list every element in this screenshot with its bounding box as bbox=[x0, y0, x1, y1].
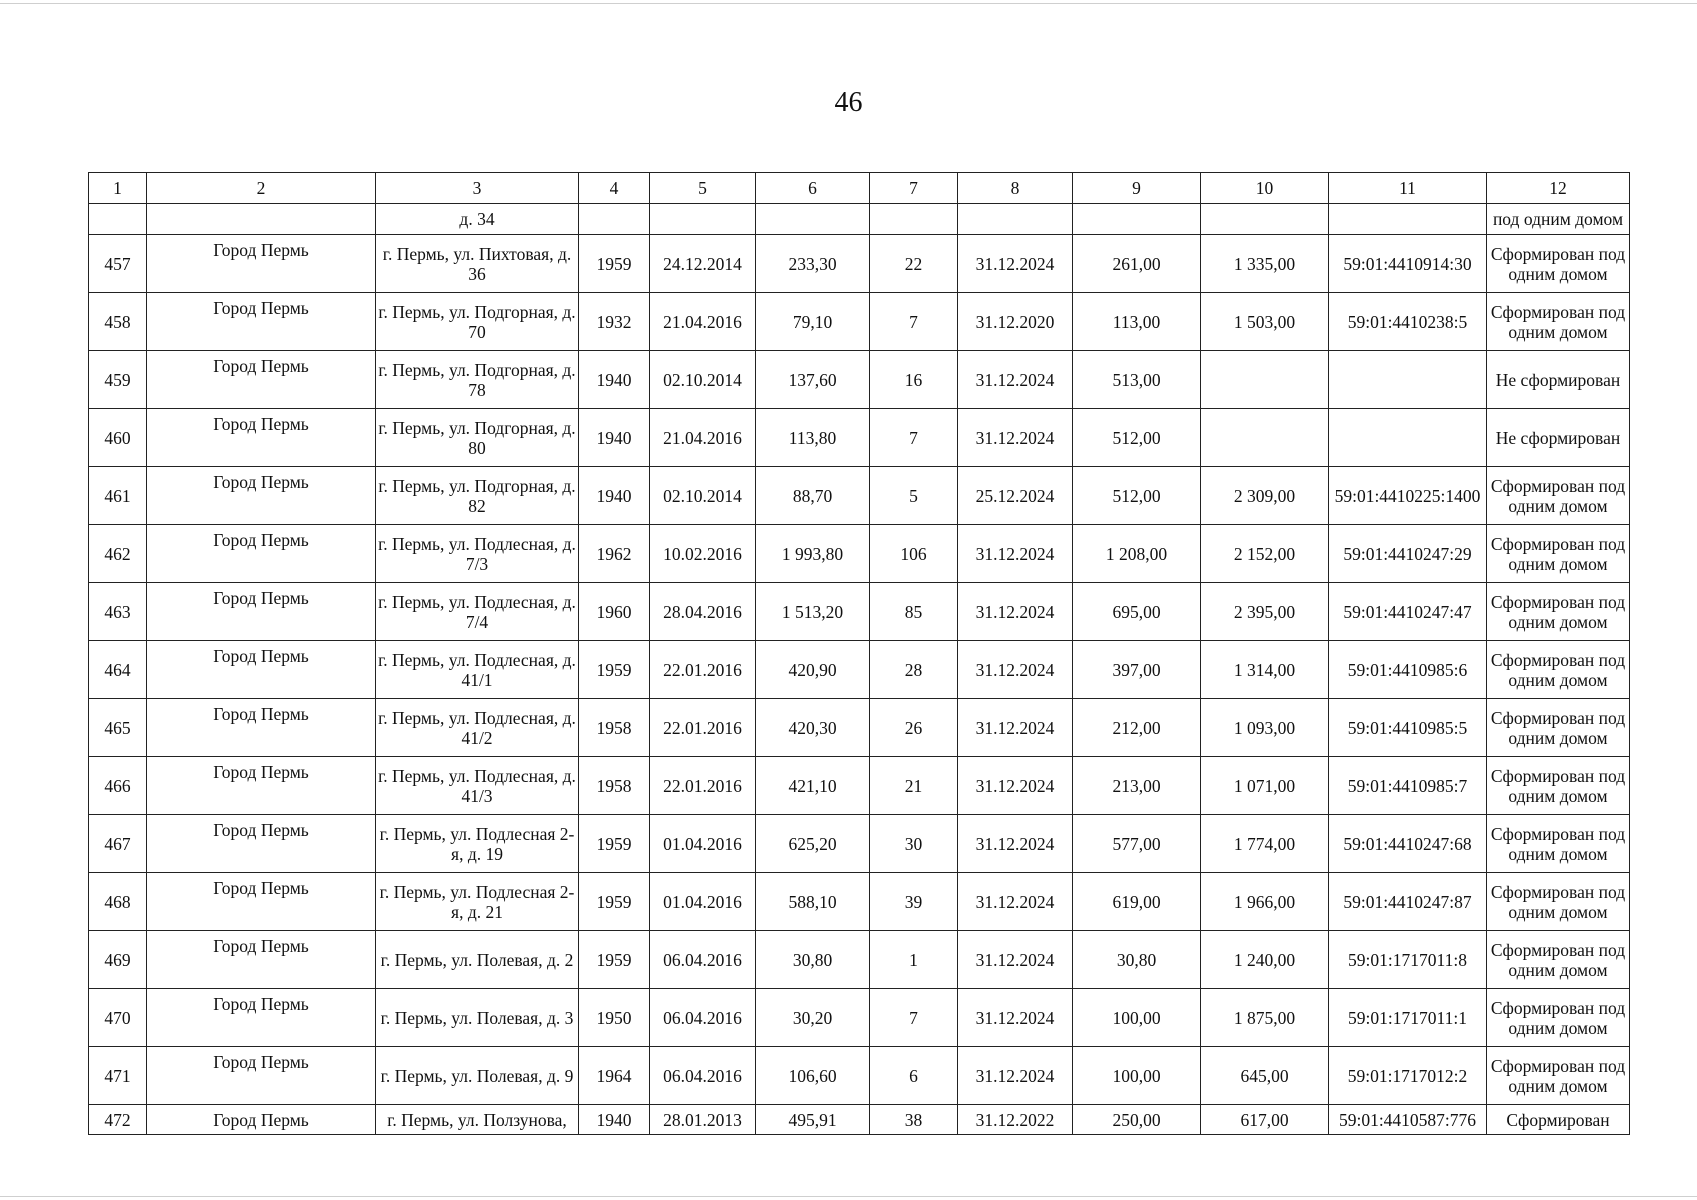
col-value-9-cell: 397,00 bbox=[1073, 641, 1201, 699]
col-date-cell: 06.04.2016 bbox=[650, 989, 756, 1047]
col-area-cell: 106,60 bbox=[756, 1047, 870, 1105]
col-value-9-cell: 619,00 bbox=[1073, 873, 1201, 931]
col-value-9-cell: 212,00 bbox=[1073, 699, 1201, 757]
col-area-cell: 495,91 bbox=[756, 1105, 870, 1135]
col-number-cell: 458 bbox=[89, 293, 147, 351]
col-year-cell: 1959 bbox=[579, 641, 650, 699]
col-year-cell: 1959 bbox=[579, 235, 650, 293]
col-address-cell: г. Пермь, ул. Подгорная, д. 78 bbox=[376, 351, 579, 409]
col-municipality-cell: Город Пермь bbox=[147, 525, 376, 583]
col-value-9-cell: 30,80 bbox=[1073, 931, 1201, 989]
continuation-row bbox=[89, 204, 1630, 235]
col-residents-cell: 26 bbox=[870, 699, 958, 757]
col-area-cell: 233,30 bbox=[756, 235, 870, 293]
col-date-cell: 02.10.2014 bbox=[650, 467, 756, 525]
table-row bbox=[89, 757, 1630, 815]
col-value-10-cell bbox=[1201, 204, 1329, 235]
col-municipality-cell bbox=[147, 204, 376, 235]
col-municipality-cell: Город Пермь bbox=[147, 409, 376, 467]
col-value-10-cell: 2 309,00 bbox=[1201, 467, 1329, 525]
col-status-cell: Сформирован под одним домом bbox=[1487, 467, 1630, 525]
col-address-cell: г. Пермь, ул. Полевая, д. 9 bbox=[376, 1047, 579, 1105]
col-deadline-cell: 31.12.2022 bbox=[958, 1105, 1073, 1135]
col-address-cell: г. Пермь, ул. Подгорная, д. 80 bbox=[376, 409, 579, 467]
col-cadastral-number-cell: 59:01:4410985:5 bbox=[1329, 699, 1487, 757]
col-date-cell: 21.04.2016 bbox=[650, 293, 756, 351]
col-number-cell: 463 bbox=[89, 583, 147, 641]
col-area-cell bbox=[756, 204, 870, 235]
header-row bbox=[89, 173, 1630, 204]
col-municipality-cell: Город Пермь bbox=[147, 293, 376, 351]
col-area-cell: 113,80 bbox=[756, 409, 870, 467]
col-area-cell: 1 993,80 bbox=[756, 525, 870, 583]
col-status-cell: Не сформирован bbox=[1487, 351, 1630, 409]
col-value-9-cell: 261,00 bbox=[1073, 235, 1201, 293]
col-value-9-cell bbox=[1073, 204, 1201, 235]
col-area-cell: 588,10 bbox=[756, 873, 870, 931]
col-date-cell: 02.10.2014 bbox=[650, 351, 756, 409]
col-year-cell: 1964 bbox=[579, 1047, 650, 1105]
col-area-cell: 420,30 bbox=[756, 699, 870, 757]
col-cadastral-number-cell: 59:01:4410914:30 bbox=[1329, 235, 1487, 293]
col-residents-cell: 30 bbox=[870, 815, 958, 873]
page-number: 46 bbox=[834, 87, 863, 118]
col-residents-cell: 7 bbox=[870, 293, 958, 351]
col-area-cell: 30,20 bbox=[756, 989, 870, 1047]
col-deadline-cell: 31.12.2024 bbox=[958, 873, 1073, 931]
col-address-cell: 3 bbox=[376, 173, 579, 204]
col-municipality-cell: Город Пермь bbox=[147, 1105, 376, 1135]
col-status-cell: Сформирован под одним домом bbox=[1487, 931, 1630, 989]
col-municipality-cell: Город Пермь bbox=[147, 351, 376, 409]
col-municipality-cell: Город Пермь bbox=[147, 641, 376, 699]
col-status-cell: Сформирован под одним домом bbox=[1487, 525, 1630, 583]
col-number-cell: 459 bbox=[89, 351, 147, 409]
table-row bbox=[89, 409, 1630, 467]
col-year-cell: 1959 bbox=[579, 931, 650, 989]
col-value-9-cell: 577,00 bbox=[1073, 815, 1201, 873]
col-year-cell: 1940 bbox=[579, 1105, 650, 1135]
col-value-10-cell: 1 503,00 bbox=[1201, 293, 1329, 351]
col-value-10-cell: 2 152,00 bbox=[1201, 525, 1329, 583]
table-row bbox=[89, 467, 1630, 525]
col-value-10-cell: 1 966,00 bbox=[1201, 873, 1329, 931]
col-municipality-cell: Город Пермь bbox=[147, 931, 376, 989]
col-number-cell: 471 bbox=[89, 1047, 147, 1105]
col-residents-cell bbox=[870, 204, 958, 235]
col-status-cell: Сформирован под одним домом bbox=[1487, 235, 1630, 293]
col-date-cell: 22.01.2016 bbox=[650, 699, 756, 757]
table-row bbox=[89, 989, 1630, 1047]
col-year-cell: 1940 bbox=[579, 351, 650, 409]
col-status-cell: Сформирован под одним домом bbox=[1487, 815, 1630, 873]
col-date-cell bbox=[650, 204, 756, 235]
col-area-cell: 421,10 bbox=[756, 757, 870, 815]
col-municipality-cell: 2 bbox=[147, 173, 376, 204]
col-number-cell: 460 bbox=[89, 409, 147, 467]
col-address-cell: д. 34 bbox=[376, 204, 579, 235]
col-number-cell: 462 bbox=[89, 525, 147, 583]
col-value-9-cell: 512,00 bbox=[1073, 467, 1201, 525]
col-date-cell: 06.04.2016 bbox=[650, 931, 756, 989]
col-year-cell: 1959 bbox=[579, 815, 650, 873]
col-deadline-cell: 31.12.2024 bbox=[958, 525, 1073, 583]
col-cadastral-number-cell: 59:01:4410247:68 bbox=[1329, 815, 1487, 873]
col-date-cell: 28.04.2016 bbox=[650, 583, 756, 641]
col-date-cell: 22.01.2016 bbox=[650, 757, 756, 815]
col-address-cell: г. Пермь, ул. Подгорная, д. 82 bbox=[376, 467, 579, 525]
col-deadline-cell: 31.12.2024 bbox=[958, 757, 1073, 815]
table-row bbox=[89, 235, 1630, 293]
col-date-cell: 28.01.2013 bbox=[650, 1105, 756, 1135]
col-value-9-cell: 512,00 bbox=[1073, 409, 1201, 467]
col-date-cell: 24.12.2014 bbox=[650, 235, 756, 293]
scan-edge-bottom bbox=[0, 1196, 1697, 1197]
col-residents-cell: 7 bbox=[870, 409, 958, 467]
col-value-10-cell: 617,00 bbox=[1201, 1105, 1329, 1135]
col-value-9-cell: 213,00 bbox=[1073, 757, 1201, 815]
table-row bbox=[89, 931, 1630, 989]
col-address-cell: г. Пермь, ул. Подлесная, д. 41/1 bbox=[376, 641, 579, 699]
col-address-cell: г. Пермь, ул. Подлесная, д. 7/3 bbox=[376, 525, 579, 583]
col-status-cell: Сформирован под одним домом bbox=[1487, 583, 1630, 641]
col-cadastral-number-cell: 59:01:1717012:2 bbox=[1329, 1047, 1487, 1105]
col-municipality-cell: Город Пермь bbox=[147, 989, 376, 1047]
col-date-cell: 06.04.2016 bbox=[650, 1047, 756, 1105]
col-municipality-cell: Город Пермь bbox=[147, 873, 376, 931]
col-address-cell: г. Пермь, ул. Пихтовая, д. 36 bbox=[376, 235, 579, 293]
col-deadline-cell: 31.12.2024 bbox=[958, 815, 1073, 873]
col-status-cell: Сформирован под одним домом bbox=[1487, 757, 1630, 815]
col-cadastral-number-cell: 59:01:4410985:6 bbox=[1329, 641, 1487, 699]
col-residents-cell: 106 bbox=[870, 525, 958, 583]
col-area-cell: 79,10 bbox=[756, 293, 870, 351]
col-deadline-cell: 8 bbox=[958, 173, 1073, 204]
col-year-cell: 1962 bbox=[579, 525, 650, 583]
col-year-cell: 1940 bbox=[579, 467, 650, 525]
col-municipality-cell: Город Пермь bbox=[147, 815, 376, 873]
col-number-cell: 461 bbox=[89, 467, 147, 525]
col-number-cell: 472 bbox=[89, 1105, 147, 1135]
col-number-cell: 1 bbox=[89, 173, 147, 204]
col-value-9-cell: 100,00 bbox=[1073, 1047, 1201, 1105]
col-address-cell: г. Пермь, ул. Ползунова, bbox=[376, 1105, 579, 1135]
col-municipality-cell: Город Пермь bbox=[147, 757, 376, 815]
col-deadline-cell: 31.12.2020 bbox=[958, 293, 1073, 351]
col-cadastral-number-cell: 59:01:1717011:1 bbox=[1329, 989, 1487, 1047]
col-cadastral-number-cell bbox=[1329, 204, 1487, 235]
col-year-cell: 1959 bbox=[579, 873, 650, 931]
col-value-10-cell: 1 774,00 bbox=[1201, 815, 1329, 873]
col-status-cell: Сформирован под одним домом bbox=[1487, 873, 1630, 931]
table-row bbox=[89, 699, 1630, 757]
col-year-cell: 1958 bbox=[579, 757, 650, 815]
col-residents-cell: 38 bbox=[870, 1105, 958, 1135]
col-year-cell: 1940 bbox=[579, 409, 650, 467]
col-residents-cell: 85 bbox=[870, 583, 958, 641]
col-municipality-cell: Город Пермь bbox=[147, 467, 376, 525]
col-status-cell: Сформирован под одним домом bbox=[1487, 699, 1630, 757]
col-address-cell: г. Пермь, ул. Полевая, д. 3 bbox=[376, 989, 579, 1047]
col-residents-cell: 22 bbox=[870, 235, 958, 293]
col-residents-cell: 6 bbox=[870, 1047, 958, 1105]
table-row bbox=[89, 351, 1630, 409]
col-cadastral-number-cell: 59:01:4410247:87 bbox=[1329, 873, 1487, 931]
scan-edge-top bbox=[0, 3, 1697, 4]
col-number-cell: 464 bbox=[89, 641, 147, 699]
col-address-cell: г. Пермь, ул. Подлесная, д. 41/2 bbox=[376, 699, 579, 757]
col-date-cell: 22.01.2016 bbox=[650, 641, 756, 699]
col-status-cell: 12 bbox=[1487, 173, 1630, 204]
col-deadline-cell: 25.12.2024 bbox=[958, 467, 1073, 525]
col-value-9-cell: 695,00 bbox=[1073, 583, 1201, 641]
col-number-cell: 470 bbox=[89, 989, 147, 1047]
col-number-cell: 467 bbox=[89, 815, 147, 873]
col-address-cell: г. Пермь, ул. Подлесная 2-я, д. 19 bbox=[376, 815, 579, 873]
col-value-9-cell: 9 bbox=[1073, 173, 1201, 204]
col-value-9-cell: 1 208,00 bbox=[1073, 525, 1201, 583]
col-cadastral-number-cell: 59:01:4410247:29 bbox=[1329, 525, 1487, 583]
col-address-cell: г. Пермь, ул. Подлесная, д. 41/3 bbox=[376, 757, 579, 815]
col-deadline-cell: 31.12.2024 bbox=[958, 583, 1073, 641]
housing-registry-table bbox=[88, 172, 1630, 1135]
col-value-10-cell: 2 395,00 bbox=[1201, 583, 1329, 641]
table-row bbox=[89, 293, 1630, 351]
col-value-9-cell: 100,00 bbox=[1073, 989, 1201, 1047]
col-status-cell: Сформирован под одним домом bbox=[1487, 293, 1630, 351]
col-deadline-cell: 31.12.2024 bbox=[958, 931, 1073, 989]
col-deadline-cell: 31.12.2024 bbox=[958, 235, 1073, 293]
col-deadline-cell bbox=[958, 204, 1073, 235]
col-date-cell: 21.04.2016 bbox=[650, 409, 756, 467]
col-value-10-cell: 10 bbox=[1201, 173, 1329, 204]
col-cadastral-number-cell: 59:01:1717011:8 bbox=[1329, 931, 1487, 989]
col-residents-cell: 7 bbox=[870, 989, 958, 1047]
col-date-cell: 01.04.2016 bbox=[650, 873, 756, 931]
col-area-cell: 30,80 bbox=[756, 931, 870, 989]
col-status-cell: Сформирован под одним домом bbox=[1487, 641, 1630, 699]
col-number-cell: 457 bbox=[89, 235, 147, 293]
col-value-10-cell: 1 240,00 bbox=[1201, 931, 1329, 989]
col-status-cell: Сформирован bbox=[1487, 1105, 1630, 1135]
table-row bbox=[89, 525, 1630, 583]
col-year-cell bbox=[579, 204, 650, 235]
col-deadline-cell: 31.12.2024 bbox=[958, 641, 1073, 699]
col-address-cell: г. Пермь, ул. Полевая, д. 2 bbox=[376, 931, 579, 989]
col-deadline-cell: 31.12.2024 bbox=[958, 989, 1073, 1047]
col-year-cell: 1932 bbox=[579, 293, 650, 351]
table-row bbox=[89, 641, 1630, 699]
col-municipality-cell: Город Пермь bbox=[147, 1047, 376, 1105]
col-deadline-cell: 31.12.2024 bbox=[958, 699, 1073, 757]
table-row-partial bbox=[89, 1105, 1630, 1135]
col-address-cell: г. Пермь, ул. Подлесная 2-я, д. 21 bbox=[376, 873, 579, 931]
col-number-cell: 468 bbox=[89, 873, 147, 931]
col-area-cell: 6 bbox=[756, 173, 870, 204]
table-row bbox=[89, 583, 1630, 641]
col-cadastral-number-cell: 59:01:4410238:5 bbox=[1329, 293, 1487, 351]
col-area-cell: 625,20 bbox=[756, 815, 870, 873]
col-date-cell: 5 bbox=[650, 173, 756, 204]
col-date-cell: 10.02.2016 bbox=[650, 525, 756, 583]
col-area-cell: 420,90 bbox=[756, 641, 870, 699]
col-status-cell: Не сформирован bbox=[1487, 409, 1630, 467]
col-value-10-cell: 1 071,00 bbox=[1201, 757, 1329, 815]
col-value-10-cell: 1 875,00 bbox=[1201, 989, 1329, 1047]
col-number-cell: 465 bbox=[89, 699, 147, 757]
col-number-cell: 466 bbox=[89, 757, 147, 815]
col-value-9-cell: 513,00 bbox=[1073, 351, 1201, 409]
col-residents-cell: 28 bbox=[870, 641, 958, 699]
col-deadline-cell: 31.12.2024 bbox=[958, 1047, 1073, 1105]
col-residents-cell: 5 bbox=[870, 467, 958, 525]
col-cadastral-number-cell: 11 bbox=[1329, 173, 1487, 204]
col-year-cell: 1950 bbox=[579, 989, 650, 1047]
col-municipality-cell: Город Пермь bbox=[147, 583, 376, 641]
col-value-10-cell: 645,00 bbox=[1201, 1047, 1329, 1105]
col-number-cell: 469 bbox=[89, 931, 147, 989]
col-value-10-cell: 1 335,00 bbox=[1201, 235, 1329, 293]
col-area-cell: 137,60 bbox=[756, 351, 870, 409]
col-residents-cell: 1 bbox=[870, 931, 958, 989]
col-municipality-cell: Город Пермь bbox=[147, 699, 376, 757]
table-row bbox=[89, 1047, 1630, 1105]
col-municipality-cell: Город Пермь bbox=[147, 235, 376, 293]
col-year-cell: 1960 bbox=[579, 583, 650, 641]
col-cadastral-number-cell bbox=[1329, 351, 1487, 409]
col-value-10-cell bbox=[1201, 351, 1329, 409]
col-address-cell: г. Пермь, ул. Подлесная, д. 7/4 bbox=[376, 583, 579, 641]
col-address-cell: г. Пермь, ул. Подгорная, д. 70 bbox=[376, 293, 579, 351]
col-residents-cell: 16 bbox=[870, 351, 958, 409]
col-year-cell: 1958 bbox=[579, 699, 650, 757]
col-value-10-cell: 1 314,00 bbox=[1201, 641, 1329, 699]
col-cadastral-number-cell: 59:01:4410225:1400 bbox=[1329, 467, 1487, 525]
col-value-10-cell bbox=[1201, 409, 1329, 467]
col-value-9-cell: 113,00 bbox=[1073, 293, 1201, 351]
col-status-cell: Сформирован под одним домом bbox=[1487, 989, 1630, 1047]
table-body bbox=[89, 173, 1630, 1135]
table-row bbox=[89, 873, 1630, 931]
col-status-cell: Сформирован под одним домом bbox=[1487, 1047, 1630, 1105]
col-residents-cell: 21 bbox=[870, 757, 958, 815]
col-value-10-cell: 1 093,00 bbox=[1201, 699, 1329, 757]
col-deadline-cell: 31.12.2024 bbox=[958, 409, 1073, 467]
col-area-cell: 1 513,20 bbox=[756, 583, 870, 641]
col-cadastral-number-cell: 59:01:4410247:47 bbox=[1329, 583, 1487, 641]
col-cadastral-number-cell: 59:01:4410587:776 bbox=[1329, 1105, 1487, 1135]
table-row bbox=[89, 815, 1630, 873]
col-cadastral-number-cell: 59:01:4410985:7 bbox=[1329, 757, 1487, 815]
col-deadline-cell: 31.12.2024 bbox=[958, 351, 1073, 409]
col-residents-cell: 39 bbox=[870, 873, 958, 931]
col-value-9-cell: 250,00 bbox=[1073, 1105, 1201, 1135]
col-year-cell: 4 bbox=[579, 173, 650, 204]
col-number-cell bbox=[89, 204, 147, 235]
col-date-cell: 01.04.2016 bbox=[650, 815, 756, 873]
col-cadastral-number-cell bbox=[1329, 409, 1487, 467]
col-status-cell: под одним домом bbox=[1487, 204, 1630, 235]
col-residents-cell: 7 bbox=[870, 173, 958, 204]
col-area-cell: 88,70 bbox=[756, 467, 870, 525]
